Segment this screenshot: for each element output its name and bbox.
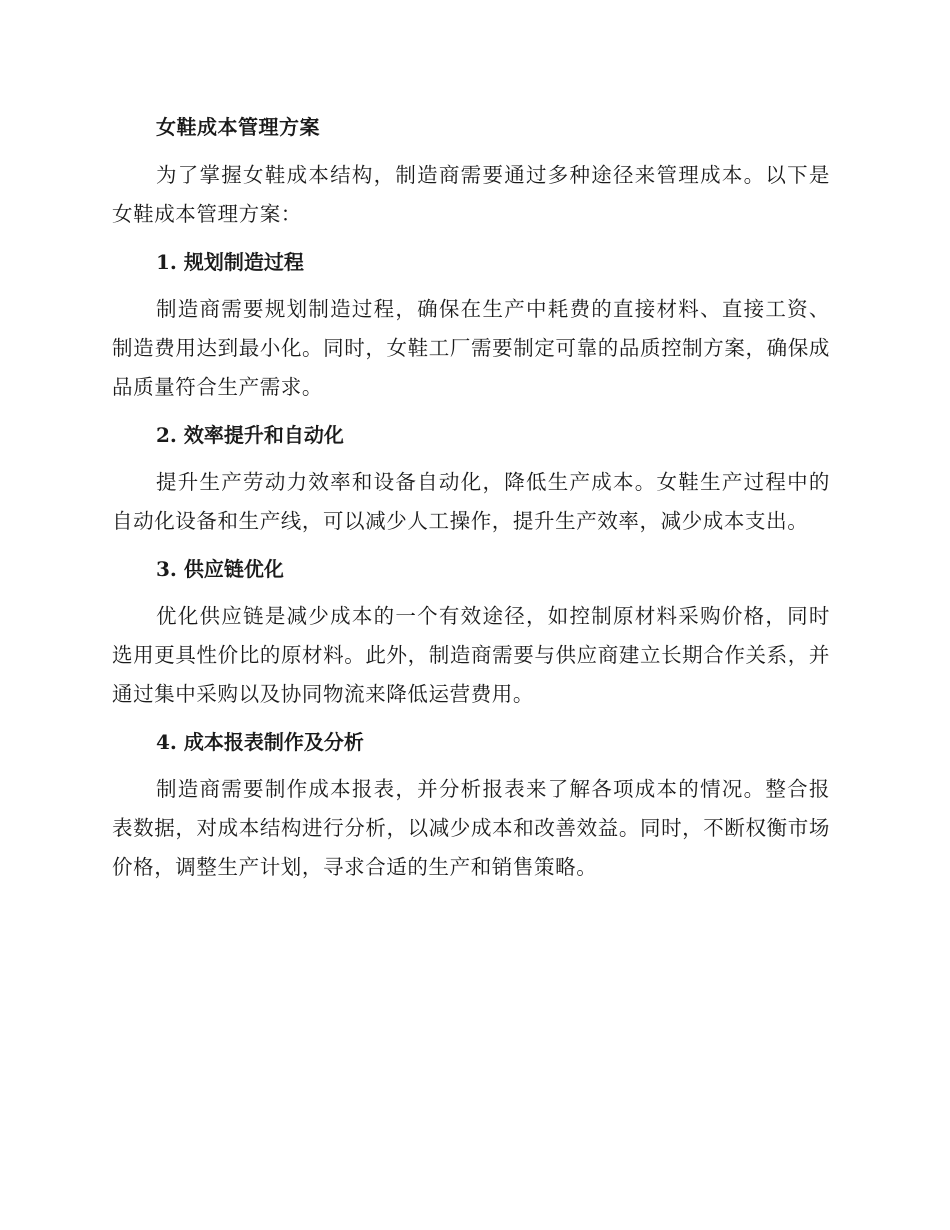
document-title: 女鞋成本管理方案 xyxy=(156,115,320,139)
section-heading-automation: 2. 效率提升和自动化 xyxy=(156,423,344,447)
section-heading-supply-chain: 3. 供应链优化 xyxy=(156,557,284,581)
section-heading-planning: 1. 规划制造过程 xyxy=(156,250,304,274)
section-body-planning: 制造商需要规划制造过程，确保在生产中耗费的直接材料、直接工资、制造费用达到最小化。同时，女鞋工厂需要制定可靠的品质控制方案，确保成品质量符合生产需求。 xyxy=(112,297,830,399)
document-page xyxy=(112,108,830,896)
section-body-cost-report: 制造商需要制作成本报表，并分析报表来了解各项成本的情况。整合报表数据，对成本结构进行分析，以减少成本和改善效益。同时，不断权衡市场价格，调整生产计划，寻求合适的生产和销售策略。 xyxy=(112,777,830,879)
section-heading-cost-report: 4. 成本报表制作及分析 xyxy=(156,730,364,754)
intro-paragraph: 为了掌握女鞋成本结构，制造商需要通过多种途径来管理成本。以下是女鞋成本管理方案： xyxy=(112,163,830,226)
section-body-automation: 提升生产劳动力效率和设备自动化，降低生产成本。女鞋生产过程中的自动化设备和生产线，可以减少人工操作，提升生产效率，减少成本支出。 xyxy=(112,470,830,533)
section-body-supply-chain: 优化供应链是减少成本的一个有效途径，如控制原材料采购价格，同时选用更具性价比的原材料。此外，制造商需要与供应商建立长期合作关系，并通过集中采购以及协同物流来降低运营费用。 xyxy=(112,604,830,706)
